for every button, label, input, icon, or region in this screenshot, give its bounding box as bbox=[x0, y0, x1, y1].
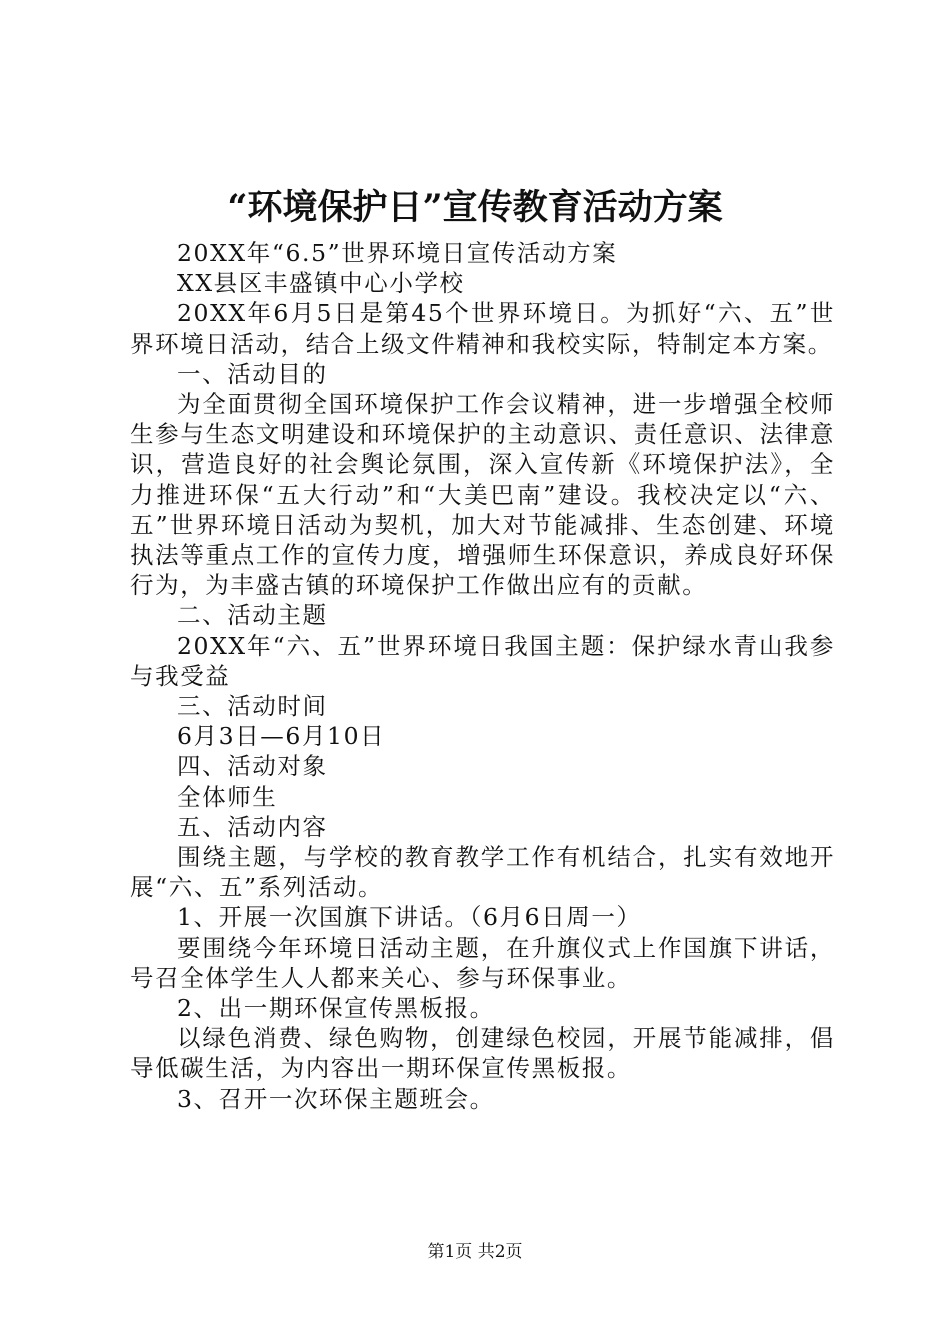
document-body bbox=[130, 238, 835, 1114]
paragraph-content: 围绕主题，与学校的教育教学工作有机结合，扎实有效地开展“六、五”系列活动。 bbox=[130, 843, 835, 902]
paragraph-intro: 20XX年6月5日是第45个世界环境日。为抓好“六、五”世界环境日活动，结合上级文件精神和我校实际，特制定本方案。 bbox=[130, 299, 835, 358]
paragraph-audience: 全体师生 bbox=[177, 782, 278, 811]
document-title: “环境保护日”宣传教育活动方案 bbox=[227, 187, 723, 228]
paragraph-blackboard: 以绿色消费、绿色购物，创建绿色校园，开展节能减排，倡导低碳生活，为内容出一期环保宣传黑板报。 bbox=[130, 1024, 835, 1083]
paragraph-subtitle: 20XX年“6.5”世界环境日宣传活动方案 bbox=[177, 239, 618, 267]
list-item-blackboard: 2、出一期环保宣传黑板报。 bbox=[177, 994, 495, 1023]
list-item-flag-speech: 1、开展一次国旗下讲话。（6月6日周一） bbox=[177, 903, 642, 932]
paragraph-purpose: 为全面贯彻全国环境保护工作会议精神，进一步增强全校师生参与生态文明建设和环境保护的主动意识、责任意识、法律意识，营造良好的社会舆论氛围，深入宣传新《环境保护法》，全力推进环保“五大行动”和“大美巴南”建设。我校决定以“六、五”世界环境日活动为契机，加大对节能减排、生态创建、环境执法等重点工作的宣传力度，增强师生环保意识，养成良好环保行为，为丰盛古镇的环境保护工作做出应有的贡献。 bbox=[130, 390, 835, 600]
paragraph-theme: 20XX年“六、五”世界环境日我国主题：保护绿水青山我参与我受益 bbox=[130, 631, 835, 690]
section-heading-time: 三、活动时间 bbox=[177, 692, 328, 721]
section-heading-audience: 四、活动对象 bbox=[177, 752, 328, 781]
paragraph-school: XX县区丰盛镇中心小学校 bbox=[177, 269, 465, 298]
section-heading-content: 五、活动内容 bbox=[177, 812, 328, 841]
page-number-footer: 第1页 共2页 bbox=[427, 1242, 523, 1262]
list-item-class-meeting: 3、召开一次环保主题班会。 bbox=[177, 1084, 495, 1113]
section-heading-theme: 二、活动主题 bbox=[177, 601, 328, 630]
paragraph-time: 6月3日—6月10日 bbox=[177, 722, 386, 751]
paragraph-flag-speech: 要围绕今年环境日活动主题，在升旗仪式上作国旗下讲话，号召全体学生人人都来关心、参与环保事业。 bbox=[130, 933, 835, 992]
section-heading-purpose: 一、活动目的 bbox=[177, 359, 328, 388]
